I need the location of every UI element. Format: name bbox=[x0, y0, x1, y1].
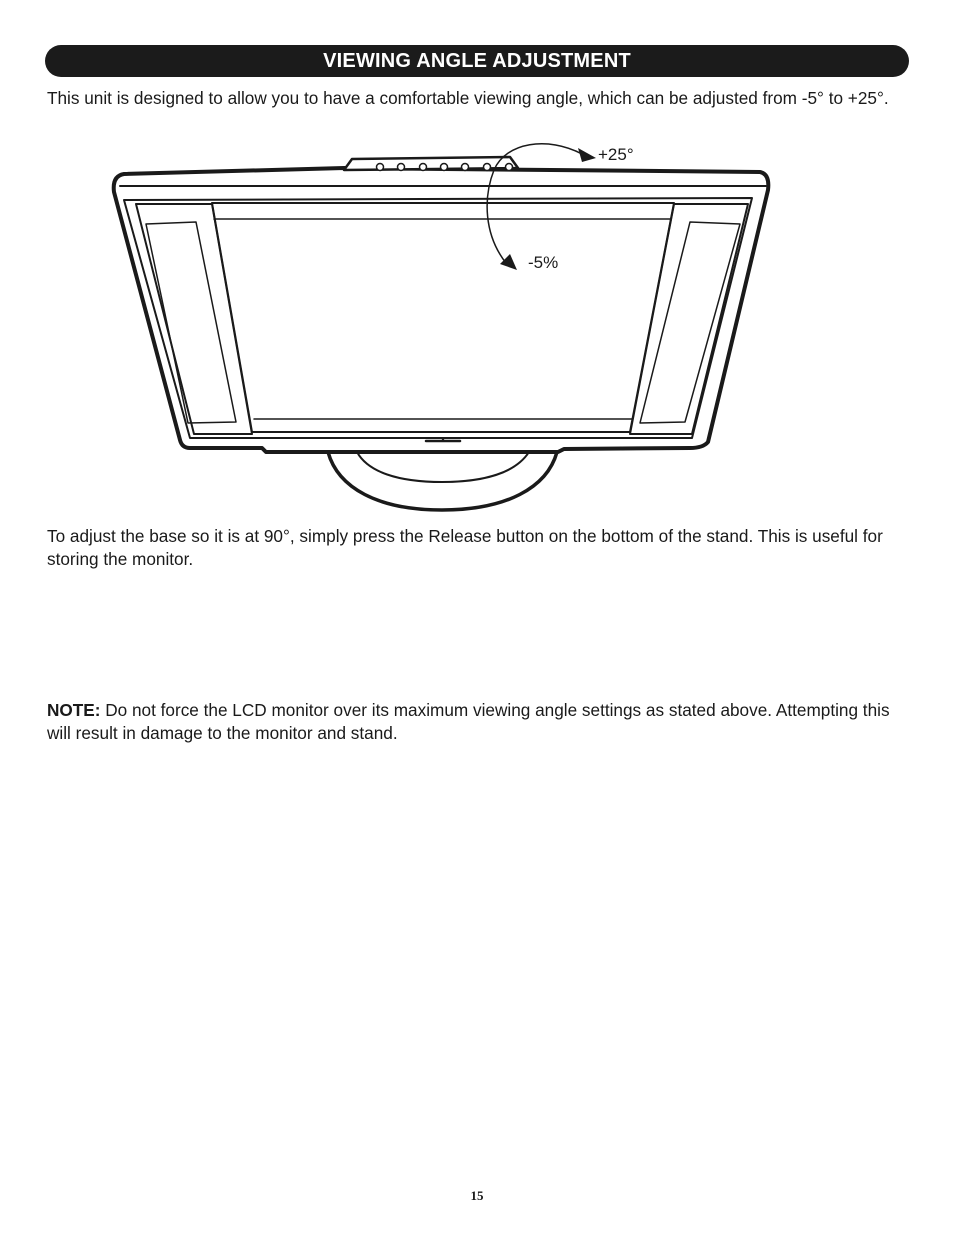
angle-label-plus25: +25° bbox=[598, 145, 634, 164]
control-strip bbox=[344, 157, 518, 170]
angle-label-minus5: -5% bbox=[528, 253, 559, 272]
note-paragraph bbox=[47, 699, 913, 744]
section-title: VIEWING ANGLE ADJUSTMENT bbox=[323, 49, 631, 72]
control-button-icon bbox=[377, 164, 384, 171]
stand-inner bbox=[357, 452, 529, 482]
control-button-icon bbox=[506, 164, 513, 171]
note-text: Do not force the LCD monitor over its maximum viewing angle settings as stated above. Attempting this will result in damage to the monitor and stand. bbox=[47, 700, 890, 743]
page-number: 15 bbox=[470, 1188, 484, 1203]
power-led-icon bbox=[442, 439, 445, 442]
control-button-icon bbox=[420, 164, 427, 171]
intro-paragraph: This unit is designed to allow you to have a comfortable viewing angle, which can be adjusted from -5° to +25°. bbox=[47, 88, 889, 108]
arrow-head-up-icon bbox=[578, 148, 596, 162]
note-label: NOTE: bbox=[47, 700, 101, 720]
monitor-outer-frame bbox=[114, 168, 769, 452]
control-button-icon bbox=[441, 164, 448, 171]
instruction-paragraph: To adjust the base so it is at 90°, simply press the Release button on the bottom of the stand. This is useful for storing the monitor. bbox=[47, 526, 883, 569]
control-button-icon bbox=[398, 164, 405, 171]
monitor-illustration bbox=[0, 0, 954, 520]
control-button-icon bbox=[462, 164, 469, 171]
control-button-icon bbox=[484, 164, 491, 171]
